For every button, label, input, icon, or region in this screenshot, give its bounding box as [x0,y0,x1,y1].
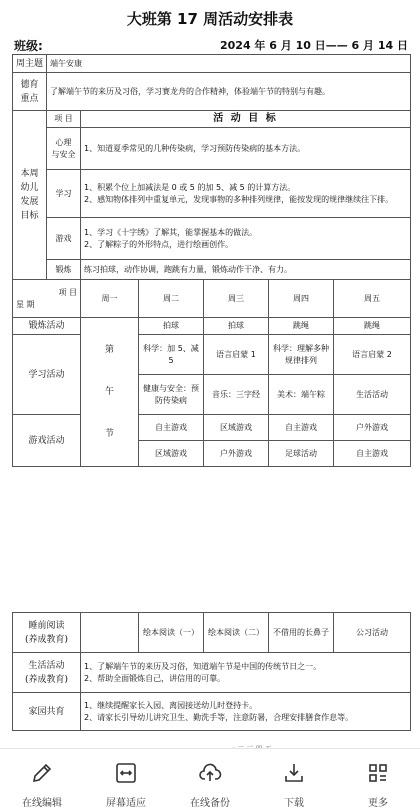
more-button[interactable] [338,749,418,809]
day-header-thu: 周四 [269,280,334,318]
schedule-cell: 语言启蒙 1 [204,335,269,375]
home-text: 1、继续提醒家长入园、离园接送幼儿时登持卡。 2、请家长引导幼儿讲究卫生、勤洗手等，注意防暑，合理安排膳食作息等。 [81,693,411,731]
goal-item-text: 1、知道夏季常见的几种传染病，学习预防传染病的基本方法。 [81,128,411,170]
weekly-plan-table [12,54,411,467]
schedule-cell: 音乐：三字经 [204,375,269,415]
monday-block: 第 午 节 [81,318,139,467]
goal-item-text: 练习拍球，动作协调，跑跳有力量，锻炼动作干净、有力。 [81,260,411,280]
date-range: 2024 年 6 月 10 日—— 6 月 14 日 [219,39,408,52]
schedule-cell: 语言启蒙 2 [334,335,411,375]
schedule-cell: 科学：理解多种规律排列 [269,335,334,375]
more-label: 更多 [368,798,388,809]
goal-item-name: 心理 与安全 [47,128,81,170]
theme-value: 端午安康 [47,55,411,73]
goal-item-name: 锻炼 [47,260,81,280]
download-label: 下载 [284,798,304,809]
bottom-toolbar [0,748,420,812]
goals-col-goal: 活 动 目 标 [81,111,411,128]
schedule-cell: 户外游戏 [204,441,269,467]
goals-col-item: 项 目 [47,111,81,128]
schedule-cell: 健康与安全：预防传染病 [139,375,204,415]
moral-label: 德育 重点 [13,73,47,111]
day-header-mon: 周一 [81,280,139,318]
row-label-exercise: 锻炼活动 [13,318,81,335]
schedule-cell: 户外游戏 [334,415,411,441]
reading-label: 睡前阅读 (养成教育) [13,613,81,653]
download-button[interactable] [254,749,334,809]
fit-screen-icon [114,761,138,785]
schedule-cell: 科学：加 5、减 5 [139,335,204,375]
pen-edit-icon [30,761,54,785]
cloud-upload-icon [198,761,222,785]
page-gap [0,486,420,608]
day-header-fri: 周五 [334,280,411,318]
page-title: 大班第 17 周活动安排表 [126,10,294,28]
schedule-cell: 拍球 [139,318,204,335]
online-backup-label: 在线备份 [190,798,230,809]
row-label-study: 学习活动 [13,335,81,415]
schedule-corner: 项 目 星 期 [13,280,81,318]
fit-screen-button[interactable] [86,749,166,809]
schedule-cell: 跳绳 [334,318,411,335]
fit-screen-label: 屏幕适应 [106,798,146,809]
goal-item-name: 学习 [47,170,81,218]
reading-cell: 不借用的长鼻子 [269,613,334,653]
online-edit-button[interactable] [2,749,82,809]
schedule-cell: 自主游戏 [334,441,411,467]
reading-cell: 公习活动 [334,613,411,653]
grid-more-icon [366,761,390,785]
class-label: 班级: [14,39,43,53]
reading-blank [81,613,139,653]
home-label: 家园共育 [13,693,81,731]
schedule-cell: 美术：端午粽 [269,375,334,415]
reading-cell: 绘本阅读（二） [204,613,269,653]
theme-label: 周主题 [13,55,47,73]
day-header-tue: 周二 [139,280,204,318]
schedule-cell: 自主游戏 [139,415,204,441]
schedule-cell: 自主游戏 [269,415,334,441]
row-label-play: 游戏活动 [13,415,81,467]
reading-cell: 绘本阅读（一） [139,613,204,653]
schedule-cell: 拍球 [204,318,269,335]
weekly-plan-table-continued [12,612,411,731]
schedule-cell: 跳绳 [269,318,334,335]
schedule-cell: 足球活动 [269,441,334,467]
moral-value: 了解端午节的来历及习俗，学习赛龙舟的合作精神，体验端午节的特别与有趣。 [47,73,411,111]
schedule-cell: 区域游戏 [204,415,269,441]
goal-item-text: 1、积累个位上加减法是 0 或 5 的加 5、减 5 的计算方法。 2、感知物体排列中重复单元，发现事物的多种排列规律，能按发现的规律继续往下排。 [81,170,411,218]
goals-label: 本周 幼儿 发展 目标 [13,111,47,280]
online-backup-button[interactable] [170,749,250,809]
goal-item-name: 游戏 [47,218,81,260]
life-text: 1、了解端午节的来历及习俗，知道端午节是中国的传统节日之一。 2、帮助全面锻炼自己，讲信用的可靠。 [81,653,411,693]
schedule-cell: 生活活动 [334,375,411,415]
life-label: 生活活动 (养成教育) [13,653,81,693]
download-icon [282,761,306,785]
goal-item-text: 1、学习《十字绣》了解其，能掌握基本的做法。 2、了解粽子的外形特点，进行绘画创作。 [81,218,411,260]
day-header-wed: 周三 [204,280,269,318]
schedule-cell: 区域游戏 [139,441,204,467]
online-edit-label: 在线编辑 [22,798,62,809]
